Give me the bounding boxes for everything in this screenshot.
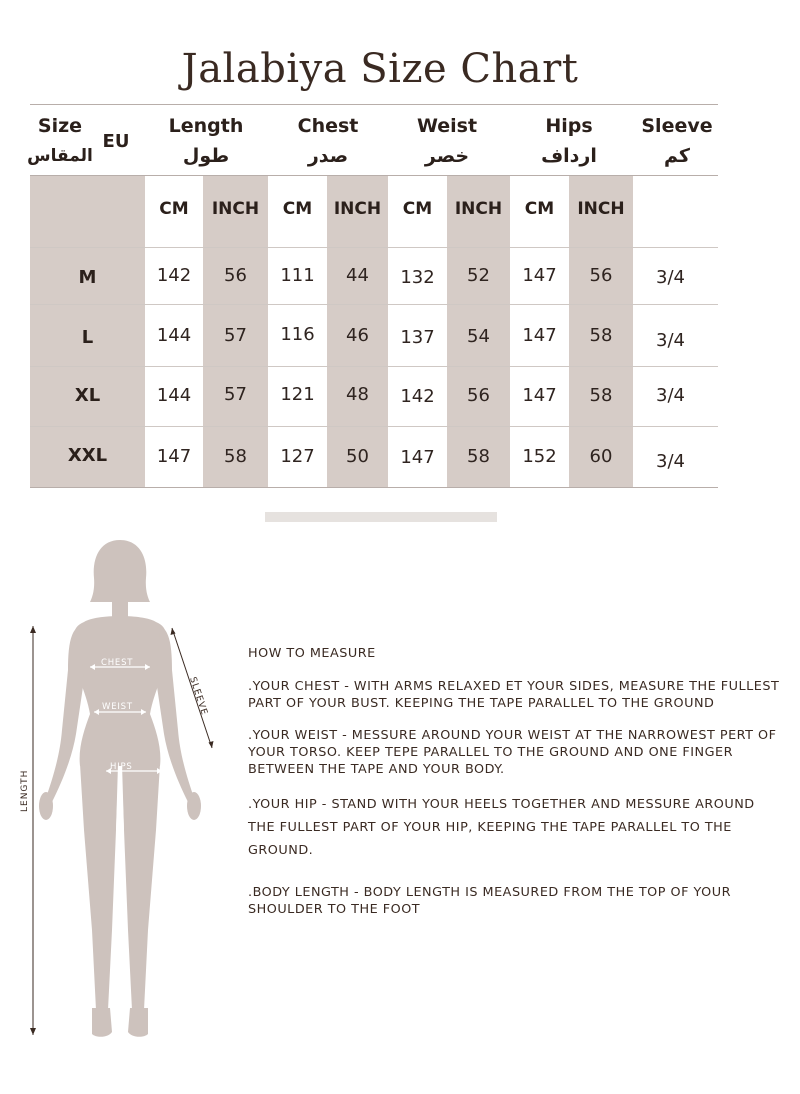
row-chest-inch: 46 — [346, 325, 369, 346]
unit-chest-cm: CM — [282, 199, 313, 219]
row-size: XL — [74, 385, 101, 406]
row-length-cm: 142 — [156, 265, 192, 286]
row-length-inch: 56 — [224, 265, 247, 286]
row-size: XXL — [67, 445, 108, 466]
header-eu: EU — [102, 131, 130, 152]
row-hips-cm: 147 — [522, 265, 557, 286]
header-hips: Hips — [545, 115, 593, 137]
hip-instruction-line: .YOUR HIP - STAND WITH YOUR HEELS TOGETHER AND MESSURE AROUND — [248, 797, 755, 812]
unit-chest-inch: INCH — [333, 199, 382, 219]
chest-instruction-line: PART OF YOUR BUST. KEEPING THE TAPE PARALLEL TO THE GROUND — [248, 696, 715, 711]
row-weist-cm: 142 — [400, 386, 435, 407]
row-chest-inch: 50 — [346, 446, 369, 467]
unit-length-cm: CM — [159, 199, 189, 219]
unit-weist-cm: CM — [402, 199, 433, 219]
row-length-inch: 58 — [224, 446, 247, 467]
hip-instruction-line: GROUND. — [248, 843, 314, 858]
row-chest-cm: 127 — [280, 446, 315, 467]
body-silhouette-icon — [0, 530, 240, 1090]
body-length-instruction-line: SHOULDER TO THE FOOT — [248, 902, 421, 917]
header-sleeve: Sleeve — [641, 115, 713, 137]
row-chest-cm: 116 — [280, 324, 315, 345]
row-chest-inch: 44 — [346, 265, 369, 286]
row-hips-cm: 147 — [522, 325, 557, 346]
body-length-instruction-line: .BODY LENGTH - BODY LENGTH IS MEASURED FROM THE TOP OF YOUR — [248, 885, 731, 900]
row-hips-inch: 56 — [589, 265, 613, 286]
unit-hips-cm: CM — [524, 199, 555, 219]
table-bottom-rule — [30, 487, 718, 488]
header-length: Length — [168, 115, 244, 137]
row-chest-inch: 48 — [346, 384, 369, 405]
row-weist-cm: 147 — [400, 447, 435, 468]
row-length-cm: 147 — [156, 446, 192, 467]
row-length-inch: 57 — [224, 384, 247, 405]
row-sleeve: 3/4 — [656, 451, 685, 472]
row-weist-cm: 137 — [400, 327, 435, 348]
unit-weist-inch: INCH — [454, 199, 503, 219]
row-hips-cm: 152 — [522, 446, 557, 467]
weist-instruction-line: BETWEEN THE TAPE AND YOUR BODY. — [248, 762, 505, 777]
row-sleeve: 3/4 — [656, 267, 685, 288]
header-chest: Chest — [297, 115, 359, 137]
weist-instruction-line: .YOUR WEIST - MESSURE AROUND YOUR WEIST AT THE NARROWEST PERT OF — [248, 728, 777, 743]
row-length-cm: 144 — [156, 325, 192, 346]
unit-length-inch: INCH — [211, 199, 260, 219]
row-weist-inch: 56 — [467, 385, 490, 406]
row-length-inch: 57 — [224, 325, 247, 346]
row-weist-cm: 132 — [400, 267, 435, 288]
row-length-cm: 144 — [156, 385, 192, 406]
unit-hips-inch: INCH — [577, 199, 625, 219]
weist-label: WEIST — [102, 702, 133, 712]
page-title: Jalabiya Size Chart — [181, 46, 579, 92]
sleeve-label: SLEEVE — [187, 675, 210, 717]
row-size: L — [81, 327, 94, 348]
size-header-shade — [30, 176, 145, 247]
length-label: LENGTH — [20, 769, 30, 812]
row-size: M — [78, 267, 97, 288]
row-weist-inch: 54 — [467, 326, 490, 347]
row-sleeve: 3/4 — [656, 385, 685, 406]
section-divider — [265, 512, 497, 522]
row-hips-inch: 60 — [589, 446, 613, 467]
chest-instruction-line: .YOUR CHEST - WITH ARMS RELAXED ET YOUR SIDES, MEASURE THE FULLEST — [248, 679, 780, 694]
header-chest-ar: صدر — [307, 145, 349, 167]
header-size-ar: المقاس — [27, 146, 93, 166]
header-weist: Weist — [416, 115, 478, 137]
title-divider — [30, 104, 718, 105]
row-sleeve: 3/4 — [656, 330, 685, 351]
hip-instruction-line: THE FULLEST PART OF YOUR HIP, KEEPING THE TAPE PARALLEL TO THE — [248, 820, 732, 835]
hips-label: HIPS — [110, 762, 133, 772]
row-divider — [30, 304, 718, 305]
header-size: Size — [37, 115, 83, 137]
weist-instruction-line: YOUR TORSO. KEEP TEPE PARALLEL TO THE GROUND AND ONE FINGER — [248, 745, 733, 760]
header-weist-ar: خصر — [424, 145, 470, 167]
header-sleeve-ar: كم — [664, 145, 690, 167]
row-hips-inch: 58 — [589, 385, 613, 406]
header-hips-ar: ارداف — [541, 145, 597, 167]
row-divider — [30, 426, 718, 427]
header-length-ar: طول — [182, 145, 230, 167]
row-hips-cm: 147 — [522, 385, 557, 406]
row-divider — [30, 366, 718, 367]
row-chest-cm: 121 — [280, 384, 315, 405]
row-weist-inch: 52 — [467, 265, 490, 286]
row-divider — [30, 247, 718, 248]
chest-label: CHEST — [101, 658, 134, 668]
row-hips-inch: 58 — [589, 325, 613, 346]
how-to-heading: HOW TO MEASURE — [248, 646, 376, 661]
body-figure — [0, 530, 240, 1090]
row-weist-inch: 58 — [467, 446, 490, 467]
row-chest-cm: 111 — [280, 265, 315, 286]
